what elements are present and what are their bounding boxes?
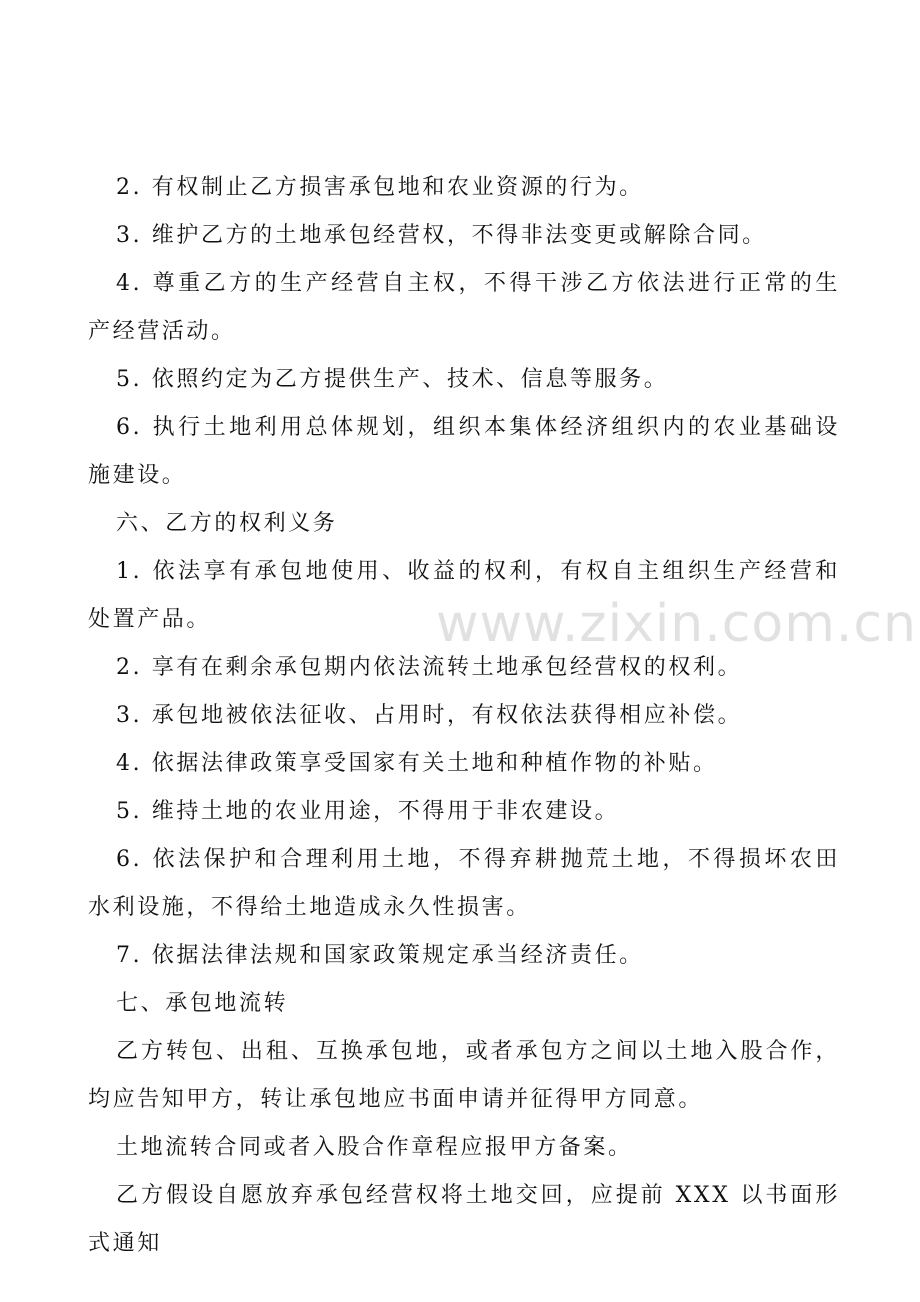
clause-5-2: 2. 有权制止乙方损害承包地和农业资源的行为。 <box>116 175 644 200</box>
clause-6-6: 6. 依法保护和合理利用土地，不得弃耕抛荒土地，不得损坏农田水利设施，不得给土地造成永久性损害。 <box>88 847 840 920</box>
watermark-text: www.zixin.com.cn <box>436 594 917 654</box>
document-body <box>88 164 840 1268</box>
clause-6-7: 7. 依据法律法规和国家政策规定承当经济责任。 <box>116 943 644 968</box>
clause-5-3: 3. 维护乙方的土地承包经营权，不得非法变更或解除合同。 <box>116 223 767 248</box>
clause-7-transfer: 乙方转包、出租、互换承包地，或者承包方之间以土地入股合作，均应告知甲方，转让承包地应书面申请并征得甲方同意。 <box>88 1039 840 1112</box>
clause-6-1: 1. 依法享有承包地使用、收益的权利，有权自主组织生产经营和处置产品。 <box>88 559 840 632</box>
section-heading-6: 六、乙方的权利义务 <box>116 511 338 536</box>
clause-5-4: 4. 尊重乙方的生产经营自主权，不得干涉乙方依法进行正常的生产经营活动。 <box>88 271 840 344</box>
clause-6-5: 5. 维持土地的农业用途，不得用于非农建设。 <box>116 799 620 824</box>
clause-7-filing: 土地流转合同或者入股合作章程应报甲方备案。 <box>116 1135 633 1160</box>
clause-5-5: 5. 依照约定为乙方提供生产、技术、信息等服务。 <box>116 367 669 392</box>
clause-5-6: 6. 执行土地利用总体规划，组织本集体经济组织内的农业基础设施建设。 <box>88 415 840 488</box>
clause-6-3: 3. 承包地被依法征收、占用时，有权依法获得相应补偿。 <box>116 703 743 728</box>
section-heading-7: 七、承包地流转 <box>116 991 289 1016</box>
clause-6-2: 2. 享有在剩余承包期内依法流转土地承包经营权的权利。 <box>116 655 743 680</box>
clause-6-4: 4. 依据法律政策享受国家有关土地和种植作物的补贴。 <box>116 751 718 776</box>
clause-7-return: 乙方假设自愿放弃承包经营权将土地交回，应提前 XXX 以书面形式通知 <box>88 1183 840 1256</box>
